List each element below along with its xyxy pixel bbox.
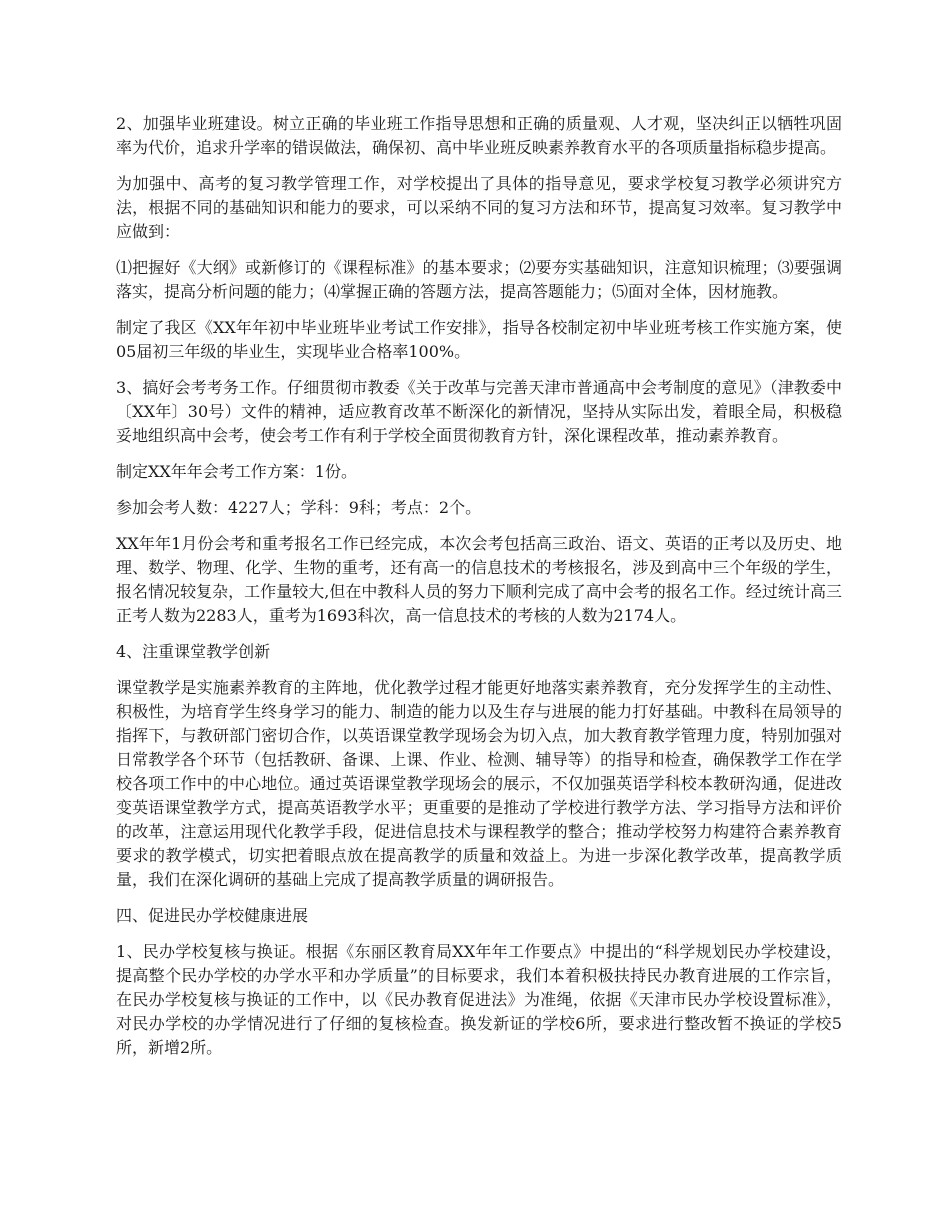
paragraph-classroom-teaching: 课堂教学是实施素养教育的主阵地，优化教学过程才能更好地落实素养教育，充分发挥学生的主动性、积极性，为培育学生终身学习的能力、制造的能力以及生存与进展的能力打好基础。中教科在局领导的指挥下，与教研部门密切合作，以英语课堂教学现场会为切入点，加大教育教学管理力度，特别加强对日常教学各个环节（包括教研、备课、上课、作业、检测、辅导等）的指导和检查，确保教学工作在学校各项工作中的中心地位。通过英语课堂教学现场会的展示，不仅加强英语学科校本教研沟通，促进改变英语课堂教学方式，提高英语教学水平；更重要的是推动了学校进行教学方法、学习指导方法和评价的改革，注意运用现代化教学手段，促进信息技术与课程教学的整合；推动学校努力构建符合素养教育要求的教学模式，切实把着眼点放在提高教学的质量和效益上。为进一步深化教学改革，提高教学质量，我们在深化调研的基础上完成了提高教学质量的调研报告。 bbox=[116, 678, 842, 889]
document-page bbox=[116, 112, 842, 1072]
paragraph-exam-affairs: 3、搞好会考考务工作。仔细贯彻市教委《关于改革与完善天津市普通高中会考制度的意见》（津教委中〔XX年〕30号）文件的精神，适应教育改革不断深化的新情况，坚持从实际出发，着眼全局，积极稳妥地组织高中会考，使会考工作有利于学校全面贯彻教育方针，深化课程改革，推动素养教育。 bbox=[116, 378, 842, 445]
paragraph-registration: XX年年1月份会考和重考报名工作已经完成，本次会考包括高三政治、语文、英语的正考以及历史、地理、数学、物理、化学、生物的重考，还有高一的信息技术的考核报名，涉及到高中三个年级的学生，报名情况较复杂，工作量较大,但在中教科人员的努力下顺利完成了高中会考的报名工作。经过统计高三正考人数为2283人，重考为1693科次，高一信息技术的考核的人数为2174人。 bbox=[116, 534, 842, 625]
paragraph-exam-stats: 参加会考人数：4227人；学科：9科；考点：2个。 bbox=[116, 498, 482, 517]
heading-classroom-innovation: 4、注重课堂教学创新 bbox=[116, 642, 271, 661]
paragraph-exam-arrangement: 制定了我区《XX年年初中毕业班毕业考试工作安排》，指导各校制定初中毕业班考核工作实施方案，使05届初三年级的毕业生，实现毕业合格率100%。 bbox=[116, 318, 842, 361]
paragraph-graduating-class: 2、加强毕业班建设。树立正确的毕业班工作指导思想和正确的质量观、人才观，坚决纠正以牺牲巩固率为代价，追求升学率的错误做法，确保初、高中毕业班反映素养教育水平的各项质量指标稳步提高。 bbox=[116, 114, 842, 157]
heading-private-schools: 四、促进民办学校健康进展 bbox=[116, 906, 309, 925]
paragraph-review-teaching: 为加强中、高考的复习教学管理工作，对学校提出了具体的指导意见，要求学校复习教学必须讲究方法，根据不同的基础知识和能力的要求，可以采纳不同的复习方法和环节，提高复习效率。复习教学中应做到： bbox=[116, 174, 842, 241]
paragraph-exam-plan: 制定XX年年会考工作方案：1份。 bbox=[116, 462, 357, 481]
paragraph-private-school-review: 1、民办学校复核与换证。根据《东丽区教育局XX年年工作要点》中提出的“科学规划民办学校建设，提高整个民办学校的办学水平和办学质量”的目标要求，我们本着积极扶持民办教育进展的工作宗旨，在民办学校复核与换证的工作中，以《民办教育促进法》为准绳，依据《天津市民办学校设置标准》，对民办学校的办学情况进行了仔细的复核检查。换发新证的学校6所，要求进行整改暂不换证的学校5所，新增2所。 bbox=[116, 942, 842, 1057]
paragraph-review-requirements: ⑴把握好《大纲》或新修订的《课程标准》的基本要求；⑵要夯实基础知识，注意知识梳理；⑶要强调落实，提高分析问题的能力；⑷掌握正确的答题方法，提高答题能力；⑸面对全体，因材施教。 bbox=[116, 258, 842, 301]
